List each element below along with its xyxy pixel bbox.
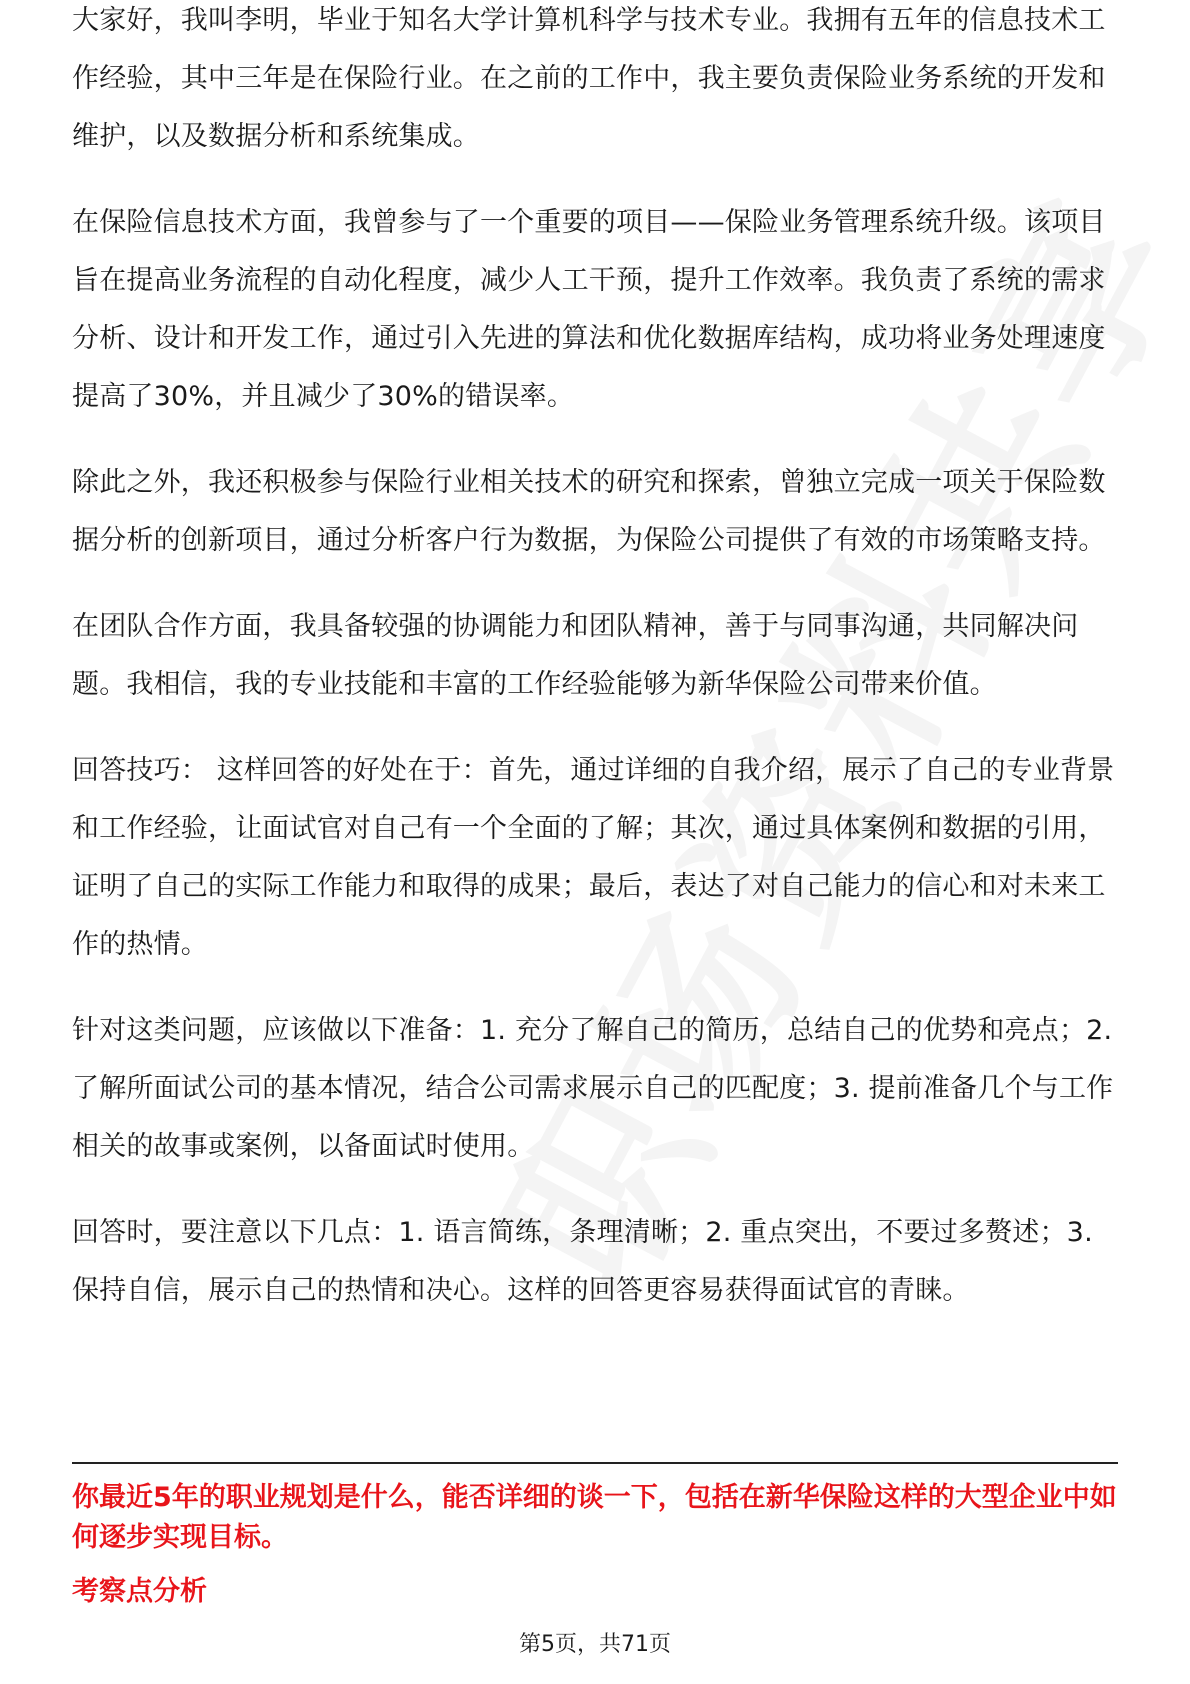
paragraph-intro: 大家好，我叫李明，毕业于知名大学计算机科学与技术专业。我拥有五年的信息技术工作经验，其中三年是在保险行业。在之前的工作中，我主要负责保险业务系统的开发和维护，以及数据分析和系统集成。 bbox=[72, 5, 1106, 152]
paragraph-project: 在保险信息技术方面，我曾参与了一个重要的项目——保险业务管理系统升级。该项目旨在提高业务流程的自动化程度，减少人工干预，提升工作效率。我负责了系统的需求分析、设计和开发工作，通过引入先进的算法和优化数据库结构，成功将业务处理速度提高了30%，并且减少了30%的错误率。 bbox=[72, 207, 1106, 412]
question-heading: 你最近5年的职业规划是什么，能否详细的谈一下，包括在新华保险这样的大型企业中如何逐步实现目标。 bbox=[72, 1482, 1117, 1553]
page-number-footer: 第5页，共71页 bbox=[519, 1632, 671, 1657]
paragraph-teamwork: 在团队合作方面，我具备较强的协调能力和团队精神，善于与同事沟通，共同解决问题。我相信，我的专业技能和丰富的工作经验能够为新华保险公司带来价值。 bbox=[72, 611, 1079, 700]
paragraph-notes: 回答时，要注意以下几点：1. 语言简练，条理清晰；2. 重点突出，不要过多赘述；3. 保持自信，展示自己的热情和决心。这样的回答更容易获得面试官的青睐。 bbox=[72, 1217, 1093, 1306]
paragraph-research: 除此之外，我还积极参与保险行业相关技术的研究和探索，曾独立完成一项关于保险数据分析的创新项目，通过分析客户行为数据，为保险公司提供了有效的市场策略支持。 bbox=[72, 467, 1106, 556]
section-divider bbox=[72, 1462, 1118, 1464]
body-content bbox=[72, 5, 1118, 1348]
paragraph-preparation: 针对这类问题，应该做以下准备：1. 充分了解自己的简历，总结自己的优势和亮点；2. 了解所面试公司的基本情况，结合公司需求展示自己的匹配度；3. 提前准备几个与工作相关的故事或案例，以备面试时使用。 bbox=[72, 1015, 1114, 1162]
paragraph-tips: 回答技巧： 这样回答的好处在于：首先，通过详细的自我介绍，展示了自己的专业背景和工作经验，让面试官对自己有一个全面的了解；其次，通过具体案例和数据的引用，证明了自己的实际工作能力和取得的成果；最后，表达了对自己能力的信心和对未来工作的热情。 bbox=[72, 755, 1115, 960]
analysis-section-title: 考察点分析 bbox=[72, 1576, 207, 1607]
